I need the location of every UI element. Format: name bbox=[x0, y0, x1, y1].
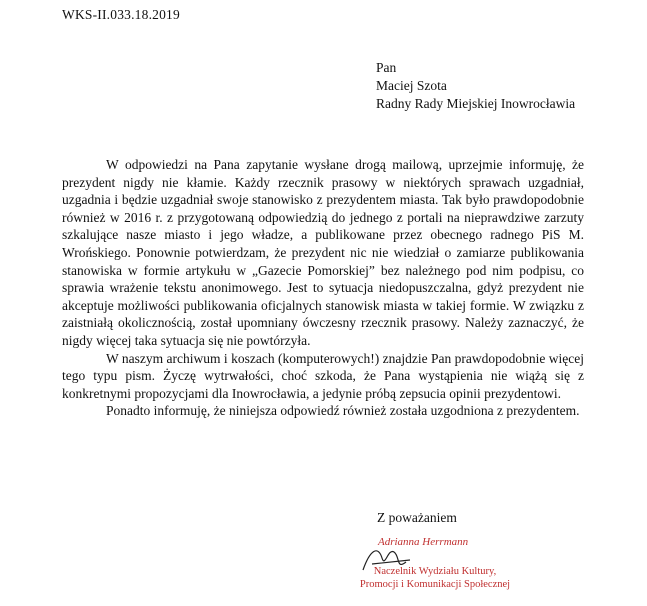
signature-title-line: Promocji i Komunikacji Społecznej bbox=[359, 578, 511, 590]
recipient-block bbox=[376, 59, 575, 113]
recipient-name: Maciej Szota bbox=[376, 78, 447, 93]
signature-title-line: Naczelnik Wydziału Kultury, bbox=[373, 566, 497, 577]
closing-phrase: Z poważaniem bbox=[377, 510, 457, 525]
letter-body bbox=[62, 156, 584, 420]
signature-block bbox=[340, 536, 540, 606]
paragraph: Ponadto informuję, że niniejsza odpowiedź również została uzgodniona z prezydentem. bbox=[106, 403, 580, 419]
signature-title bbox=[340, 566, 530, 591]
reference-number: WKS-II.033.18.2019 bbox=[62, 7, 180, 22]
recipient-role: Radny Rady Miejskiej Inowrocławia bbox=[376, 96, 576, 111]
recipient-salutation: Pan bbox=[376, 60, 397, 75]
paragraph: W naszym archiwum i koszach (komputerowych!) znajdzie Pan prawdopodobnie więcej tego typu pism. Życzę wytrwałości, choć szkoda, że Pana wystąpienia nie wiążą się z konkretnymi propozycjami dla Inowrocławia, a jedynie próbą zepsucia opinii prezydentowi. bbox=[62, 350, 584, 401]
signature-name: Adrianna Herrmann bbox=[378, 536, 469, 548]
paragraph: W odpowiedzi na Pana zapytanie wysłane drogą mailową, uprzejmie informuję, że prezydent nigdy nie kłamie. Każdy rzecznik prasowy w niektórych sprawach uzgadniał, uzgadnia i będzie uzgadniał swoje stanowisko z prezydentem miasta. Tak było prawdopodobnie również w 2016 r. z przygotowaną odpowiedzią do jednego z portali na nieprawdziwe zarzuty szkalujące nasze miasto i jego władze, a publikowane przez obecnego radnego PiS M. Wrońskiego. Ponownie potwierdzam, że prezydent nic nie wiedział o zamiarze publikowania stanowiska w formie artykułu w „Gazecie Pomorskiej” bez należnego pod nim podpisu, co sprawia wrażenie tekstu anonimowego. Jest to sytuacja niedopuszczalna, gdyż prezydent nie akceptuje możliwości publikowania oficjalnych stanowisk miasta w takiej formie. W związku z zaistniałą okolicznością, został upomniany ówczesny rzecznik prasowy. Należy zaznaczyć, że nigdy więcej taka sytuacja się nie powtórzyła. bbox=[62, 157, 584, 348]
